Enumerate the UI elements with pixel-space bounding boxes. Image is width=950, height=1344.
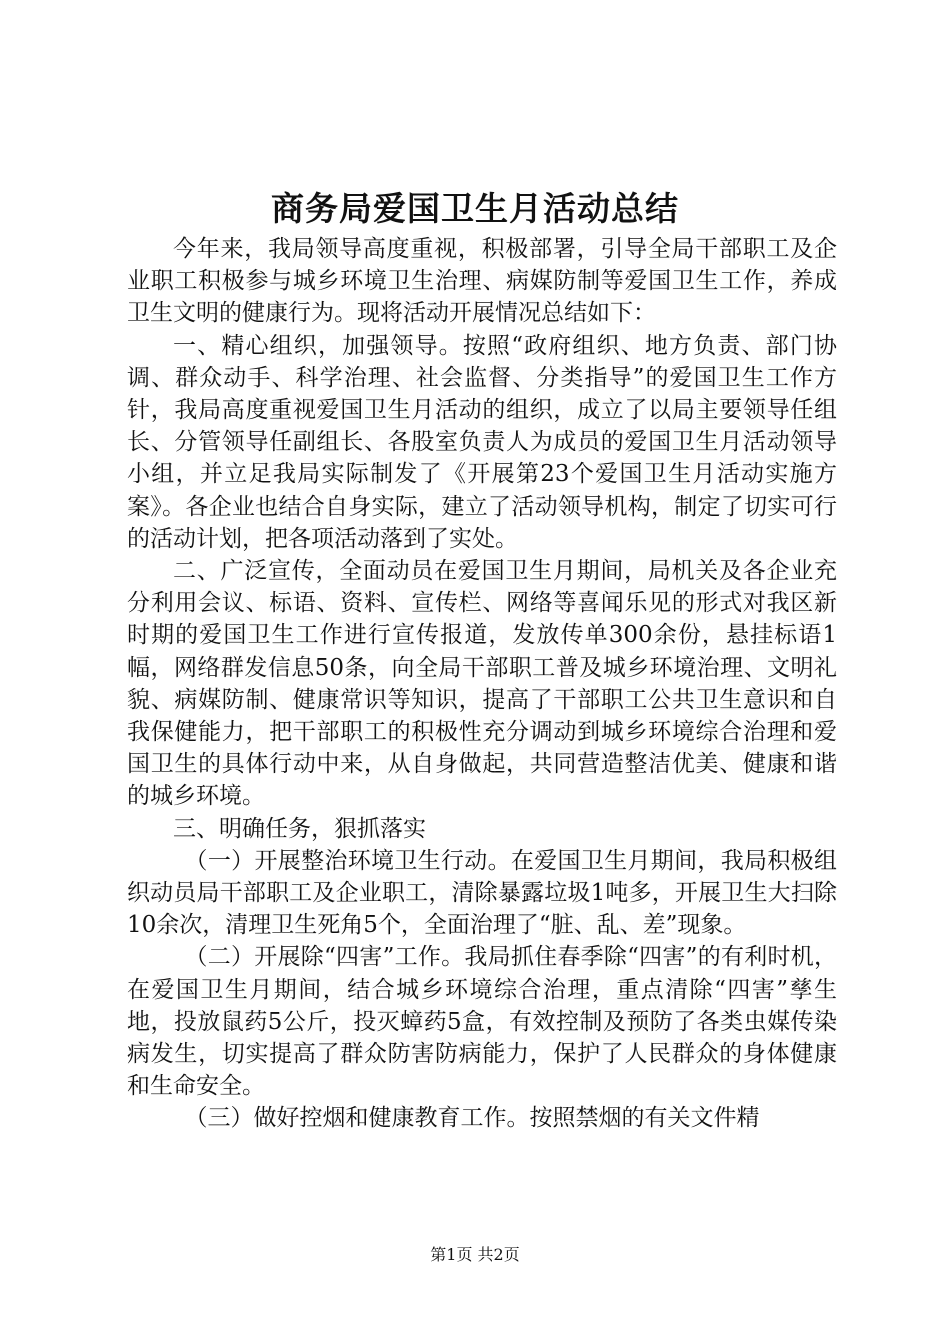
page-footer: 第1页 共2页 — [430, 1245, 520, 1264]
paragraph-section-2: 二、广泛宣传，全面动员在爱国卫生月期间，局机关及各企业充分利用会议、标语、资料、宣传栏、网络等喜闻乐见的形式对我区新时期的爱国卫生工作进行宣传报道，发放传单300余份，悬挂标语1幅，网络群发信息50条，向全局干部职工普及城乡环境治理、文明礼貌、病媒防制、健康常识等知识，提高了干部职工公共卫生意识和自我保健能力，把干部职工的积极性充分调动到城乡环境综合治理和爱国卫生的具体行动中来，从自身做起，共同营造整洁优美、健康和谐的城乡环境。 — [127, 558, 837, 810]
paragraph-section-3-heading: 三、明确任务，狠抓落实 — [173, 815, 426, 842]
paragraph-subsection-2: （二）开展除“四害”工作。我局抓住春季除“四害”的有利时机，在爱国卫生月期间，结合城乡环境综合治理，重点清除“四害”孳生地，投放鼠药5公斤，投灭蟑药5盒，有效控制及预防了各类虫媒传染病发生，切实提高了群众防害防病能力，保护了人民群众的身体健康和生命安全。 — [127, 944, 837, 1100]
paragraph-subsection-3: （三）做好控烟和健康教育工作。按照禁烟的有关文件精 — [184, 1105, 760, 1132]
paragraph-intro: 今年来，我局领导高度重视，积极部署，引导全局干部职工及企业职工积极参与城乡环境卫生治理、病媒防制等爱国卫生工作，养成卫生文明的健康行为。现将活动开展情况总结如下： — [127, 236, 837, 327]
paragraph-section-1: 一、精心组织，加强领导。按照“政府组织、地方负责、部门协调、群众动手、科学治理、社会监督、分类指导”的爱国卫生工作方针，我局高度重视爱国卫生月活动的组织，成立了以局主要领导任组长、分管领导任副组长、各股室负责人为成员的爱国卫生月活动领导小组，并立足我局实际制发了《开展第23个爱国卫生月活动实施方案》。各企业也结合自身实际，建立了活动领导机构，制定了切实可行的活动计划，把各项活动落到了实处。 — [127, 332, 837, 552]
document-body — [127, 233, 837, 1135]
document-title: 商务局爱国卫生月活动总结 — [271, 189, 679, 228]
paragraph-subsection-1: （一）开展整治环境卫生行动。在爱国卫生月期间，我局积极组织动员局干部职工及企业职工，清除暴露垃圾1吨多，开展卫生大扫除10余次，清理卫生死角5个，全面治理了“脏、乱、差”现象。 — [127, 847, 837, 939]
